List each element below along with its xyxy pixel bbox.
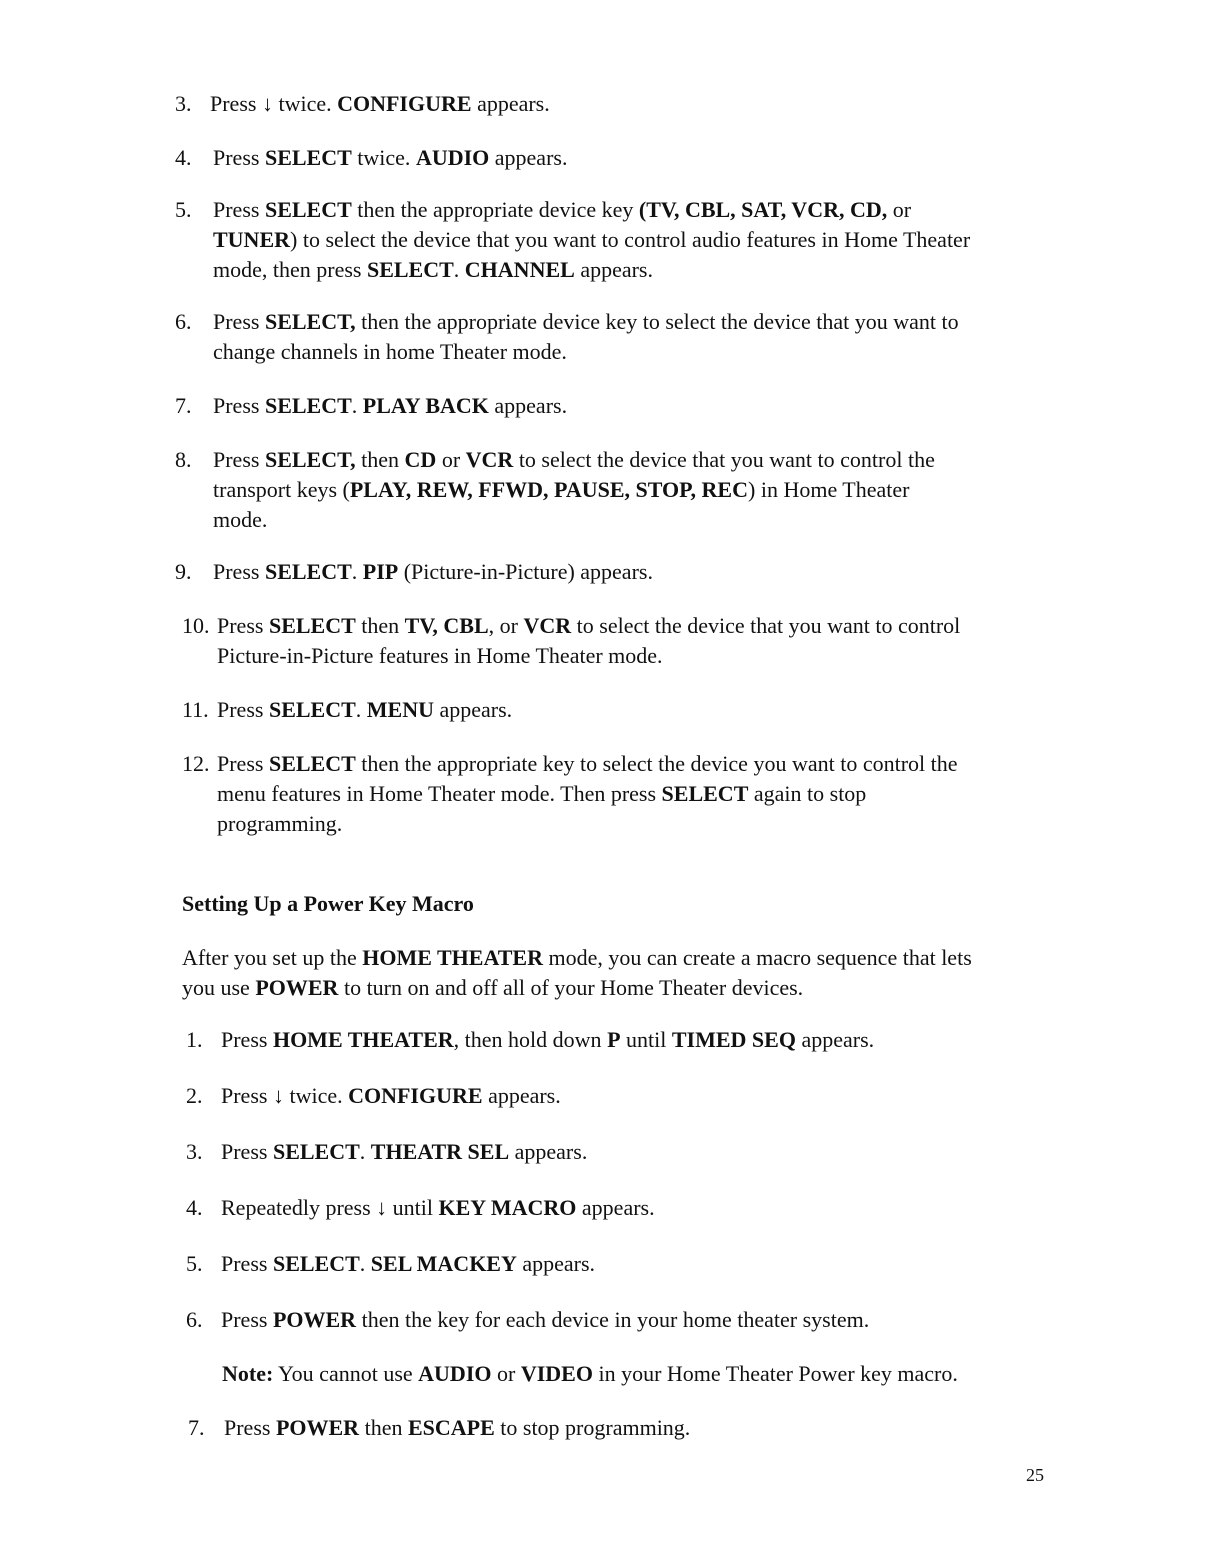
bold-term: CONFIGURE [337, 91, 472, 116]
step-text-line [221, 1250, 595, 1278]
bold-term: POWER [275, 1415, 360, 1440]
note-line [222, 1360, 958, 1388]
text-run: Press [221, 1027, 273, 1052]
step-text-line [213, 558, 653, 586]
text-run: appears. [482, 1083, 561, 1108]
text-run: . [359, 1139, 371, 1164]
text-run: appears. [509, 1139, 588, 1164]
text-run: Press [221, 1251, 273, 1276]
step-text-line [217, 612, 960, 640]
step-text-line [213, 338, 567, 366]
bold-term: TUNER [213, 227, 291, 252]
step-text-line [217, 642, 663, 670]
bold-term: SELECT [264, 145, 352, 170]
step-number: 4. [186, 1195, 203, 1220]
text-run: then [355, 613, 405, 638]
down-arrow-icon: ↓ [376, 1195, 388, 1220]
text-run: in your Home Theater Power key macro. [592, 1361, 958, 1386]
step-text-line [213, 392, 567, 420]
text-run: then [355, 447, 405, 472]
text-run: twice. [283, 1083, 349, 1108]
bold-term: PLAY, REW, FFWD, PAUSE, STOP, REC [349, 477, 748, 502]
step-text-line [217, 810, 342, 838]
bold-term: ESCAPE [407, 1415, 495, 1440]
text-run: . [355, 697, 367, 722]
text-run: or [887, 197, 912, 222]
text-run: to select the device that you want to control [571, 613, 961, 638]
step-number: 1. [186, 1027, 203, 1052]
bold-term: SELECT [264, 393, 352, 418]
text-run: , or [488, 613, 524, 638]
step-number: 12. [182, 751, 210, 776]
step-text-line [221, 1138, 587, 1166]
text-run: appears. [488, 393, 568, 418]
text-run: then [359, 1415, 408, 1440]
page-number: 25 [1026, 1465, 1044, 1485]
bold-term: CD [404, 447, 437, 472]
text-run: again to stop [748, 781, 867, 806]
bold-term: SELECT [661, 781, 749, 806]
bold-term: SELECT [264, 559, 352, 584]
text-run: , then hold down [453, 1027, 608, 1052]
bold-term: TIMED SEQ [671, 1027, 796, 1052]
step-text-line [221, 1082, 561, 1110]
step-number: 7. [175, 393, 192, 418]
bold-term: TV, CBL [404, 613, 489, 638]
step-number: 3. [186, 1139, 203, 1164]
text-run: . [351, 393, 363, 418]
text-run: appears. [795, 1027, 875, 1052]
text-run: you use [182, 975, 256, 1000]
text-run: appears. [576, 1195, 655, 1220]
bold-term: SELECT [272, 1251, 360, 1276]
step-number: 5. [175, 197, 192, 222]
text-run: Press [210, 91, 262, 116]
text-run: Repeatedly press [221, 1195, 377, 1220]
text-run: to turn on and off all of your Home Theater devices. [338, 975, 804, 1000]
bold-term: CHANNEL [464, 257, 575, 282]
text-run: until [387, 1195, 439, 1220]
text-run: then the key for each device in your home theater system. [356, 1307, 870, 1332]
bold-term: VCR [465, 447, 514, 472]
bold-term: SEL MACKEY [370, 1251, 517, 1276]
step-number: 7. [188, 1415, 205, 1440]
down-arrow-icon: ↓ [272, 1083, 284, 1108]
text-run: then the appropriate device key [351, 197, 639, 222]
text-run: menu features in Home Theater mode. Then press [217, 781, 662, 806]
step-text-line [213, 256, 653, 284]
step-text-line [213, 476, 909, 504]
text-run: change channels in home Theater mode. [213, 339, 567, 364]
bold-term: SELECT [268, 697, 356, 722]
text-run: twice. [351, 145, 416, 170]
text-run: or [436, 447, 466, 472]
bold-term: MENU [366, 697, 434, 722]
bold-term: PIP [362, 559, 399, 584]
text-run: then the appropriate key to select the device you want to control the [355, 751, 958, 776]
bold-term: VCR [523, 613, 572, 638]
text-run: Press [221, 1083, 273, 1108]
step-text-line [213, 506, 267, 534]
step-number: 2. [186, 1083, 203, 1108]
bold-term: CONFIGURE [348, 1083, 483, 1108]
text-run: After you set up the [182, 945, 363, 970]
intro-text-line [182, 944, 972, 972]
text-run: to select the device that you want to control the [513, 447, 935, 472]
down-arrow-icon: ↓ [261, 91, 273, 116]
text-run: Press [213, 309, 265, 334]
text-run: until [620, 1027, 672, 1052]
step-text-line [210, 90, 550, 118]
step-text-line [224, 1414, 690, 1442]
bold-term: KEY MACRO [438, 1195, 577, 1220]
text-run: Picture-in-Picture features in Home Theater mode. [217, 643, 663, 668]
bold-term: SELECT [264, 197, 352, 222]
step-text-line [221, 1026, 874, 1054]
text-run: Press [213, 393, 265, 418]
bold-term: SELECT, [264, 447, 356, 472]
step-text-line [217, 696, 512, 724]
bold-term: AUDIO [415, 145, 490, 170]
text-run: Press [221, 1307, 273, 1332]
bold-term: (TV, CBL, SAT, VCR, CD, [638, 197, 888, 222]
text-run: Press [213, 559, 265, 584]
bold-term: HOME THEATER [362, 945, 543, 970]
bold-term: SELECT [268, 751, 356, 776]
bold-term: SELECT, [264, 309, 356, 334]
step-number: 5. [186, 1251, 203, 1276]
step-text-line [217, 750, 958, 778]
text-run: or [491, 1361, 521, 1386]
bold-term: PLAY BACK [362, 393, 489, 418]
bold-term: THEATR SEL [370, 1139, 510, 1164]
bold-term: SELECT [272, 1139, 360, 1164]
text-run: ) in Home Theater [748, 477, 910, 502]
text-run: . [351, 559, 363, 584]
text-run: Press [224, 1415, 276, 1440]
text-run: . [453, 257, 465, 282]
step-number: 10. [182, 613, 210, 638]
step-number: 3. [175, 91, 192, 116]
step-text-line [213, 446, 935, 474]
bold-term: HOME THEATER [272, 1027, 454, 1052]
bold-term: SELECT [268, 613, 356, 638]
bold-term: P [607, 1027, 621, 1052]
step-number: 6. [175, 309, 192, 334]
text-run: appears. [434, 697, 513, 722]
text-run: appears. [489, 145, 568, 170]
text-run: Press [213, 197, 265, 222]
text-run: transport keys ( [213, 477, 350, 502]
text-run: mode, you can create a macro sequence that lets [542, 945, 972, 970]
text-run: Press [213, 145, 265, 170]
text-run: appears. [574, 257, 653, 282]
text-run: twice. [272, 91, 338, 116]
step-number: 11. [182, 697, 209, 722]
text-run: ) to select the device that you want to control audio features in Home Theater [290, 227, 971, 252]
step-text-line [213, 144, 567, 172]
bold-term: POWER [255, 975, 339, 1000]
intro-text-line [182, 974, 803, 1002]
bold-term: AUDIO [418, 1361, 492, 1386]
bold-term: Note: [222, 1361, 274, 1386]
text-run: then the appropriate device key to select the device that you want to [355, 309, 959, 334]
bold-term: SELECT [366, 257, 454, 282]
bold-term: VIDEO [520, 1361, 593, 1386]
step-text-line [221, 1306, 869, 1334]
text-run: Press [217, 697, 269, 722]
step-text-line [221, 1194, 655, 1222]
text-run: appears. [516, 1251, 596, 1276]
text-run: . [359, 1251, 371, 1276]
text-run: Press [213, 447, 265, 472]
text-run: mode, then press [213, 257, 367, 282]
step-text-line [213, 196, 911, 224]
step-text-line [217, 780, 866, 808]
text-run: (Picture-in-Picture) appears. [398, 559, 653, 584]
text-run: programming. [217, 811, 343, 836]
bold-term: POWER [272, 1307, 357, 1332]
step-text-line [213, 308, 959, 336]
text-run: Press [217, 613, 269, 638]
step-number: 9. [175, 559, 192, 584]
text-run: to stop programming. [494, 1415, 691, 1440]
step-number: 8. [175, 447, 192, 472]
text-run: appears. [471, 91, 550, 116]
text-run: mode. [213, 507, 268, 532]
text-run: Press [217, 751, 269, 776]
step-number: 6. [186, 1307, 203, 1332]
step-text-line [213, 226, 970, 254]
step-number: 4. [175, 145, 192, 170]
section-heading: Setting Up a Power Key Macro [182, 891, 474, 916]
text-run: Press [221, 1139, 273, 1164]
text-run: You cannot use [273, 1361, 419, 1386]
